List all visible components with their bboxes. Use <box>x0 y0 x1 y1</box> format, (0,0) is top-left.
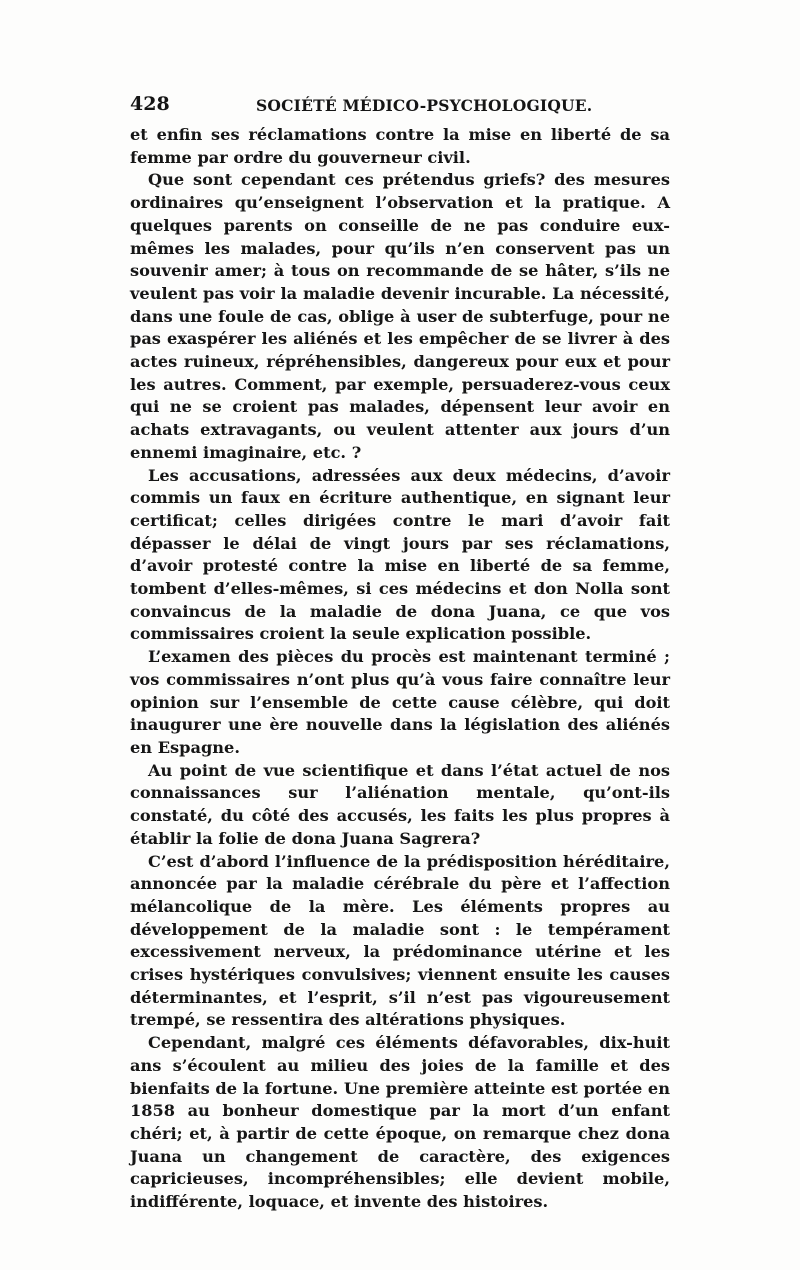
paragraph-accusations: Les accusations, adressées aux deux médecins, d’avoir commis un faux en écriture authentique, en signant leur certificat; celles dirigées contre le mari d’avoir fait dépasser le délai de vingt jours par ses réclamations, d’avoir protesté contre la mise en liberté de sa femme, tombent d’elles-mêmes, si ces médecins et don Nolla sont convaincus de la maladie de dona Juana, ce que vos commissaires croient la seule explication possible. <box>130 465 670 644</box>
paragraph-continuation: et enfin ses réclamations contre la mise en liberté de sa femme par ordre du gouverneur civil. <box>130 125 670 167</box>
page-header <box>130 93 670 119</box>
paragraph-griefs: Que sont cependant ces prétendus griefs? des mesures ordinaires qu’enseignent l’observation et la pratique. A quelques parents on conseille de ne pas conduire eux-mêmes les malades, pour qu’ils n’en conservent pas un souvenir amer; à tous on recommande de se hâter, s’ils ne veulent pas voir la maladie devenir incurable. La nécessité, dans une foule de cas, oblige à user de subterfuge, pour ne pas exaspérer les aliénés et les empêcher de se livrer à des actes ruineux, répréhensibles, dangereux pour eux et pour les autres. Comment, par exemple, persuaderez-vous ceux qui ne se croient pas malades, dépensent leur avoir en achats extravagants, ou veulent attenter aux jours d’un ennemi imaginaire, etc. ? <box>130 170 670 462</box>
paragraph-predisposition: C’est d’abord l’influence de la prédisposition héréditaire, annoncée par la maladie cérébrale du père et l’affection mélancolique de la mère. Les éléments propres au développement de la maladie sont : le tempérament excessivement nerveux, la prédominance utérine et les crises hystériques convulsives; viennent ensuite les causes déterminantes, et l’esprit, s’il n’est pas vigoureusement trempé, se ressentira des altérations physiques. <box>130 851 670 1030</box>
running-head: SOCIÉTÉ MÉDICO-PSYCHOLOGIQUE. <box>256 96 593 115</box>
paragraph-scientifique: Au point de vue scientifique et dans l’état actuel de nos connaissances sur l’aliénation mentale, qu’ont-ils constaté, du côté des accusés, les faits les plus propres à établir la folie de dona Juana Sagrera? <box>130 760 670 848</box>
paragraph-examen: L’examen des pièces du procès est maintenant terminé ; vos commissaires n’ont plus qu’à vous faire connaître leur opinion sur l’ensemble de cette cause célèbre, qui doit inaugurer une ère nouvelle dans la législation des aliénés en Espagne. <box>130 647 670 757</box>
page-number: 428 <box>130 93 170 115</box>
body-text <box>130 124 670 1214</box>
paragraph-cependant: Cependant, malgré ces éléments défavorables, dix-huit ans s’écoulent au milieu des joies de la famille et des bienfaits de la fortune. Une première atteinte est portée en 1858 au bonheur domestique par la mort d’un enfant chéri; et, à partir de cette époque, on remarque chez dona Juana un changement de caractère, des exigences capricieuses, incompréhensibles; elle devient mobile, indifférente, loquace, et invente des histoires. <box>130 1033 670 1212</box>
